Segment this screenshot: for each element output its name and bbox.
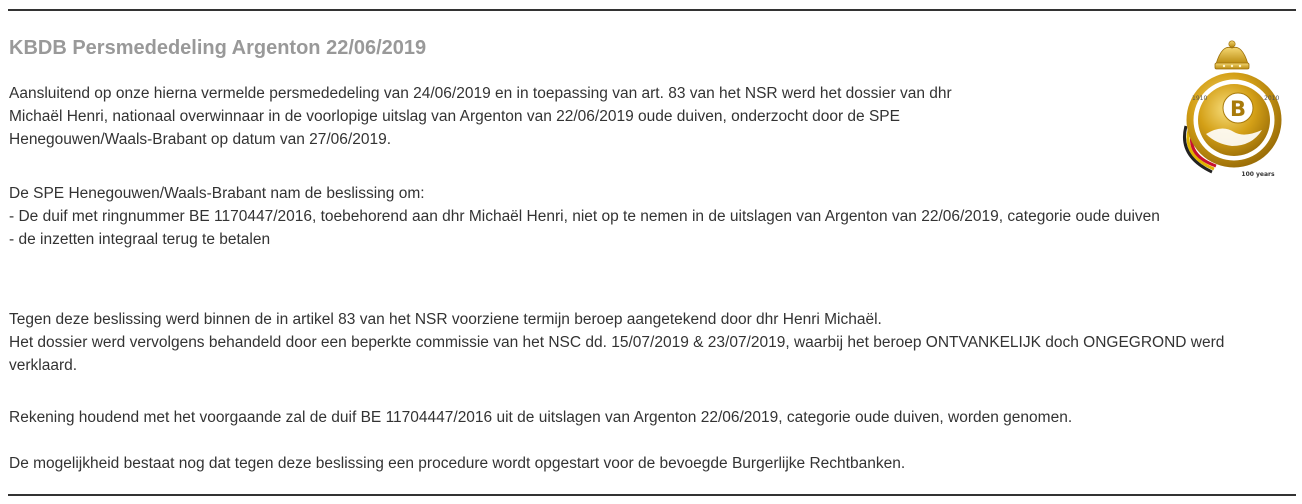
paragraph-conclusion: Rekening houdend met het voorgaande zal de duif BE 11704447/2016 uit de uitslagen van Argenton 22/06/2019, categorie oude duiven, worden genomen. [9, 409, 1073, 426]
decision-intro: De SPE Henegouwen/Waals-Brabant nam de beslissing om: [9, 185, 425, 202]
paragraph-legal-note: De mogelijkheid bestaat nog dat tegen deze beslissing een procedure wordt opgestart voor de bevoegde Burgerlijke Rechtbanken. [9, 455, 906, 472]
logo-year-end: 2010 [1264, 95, 1280, 102]
appeal-line-1: Tegen deze beslissing werd binnen de in artikel 83 van het NSR voorziene termijn beroep aangetekend door dhr Henri Michaël. [9, 311, 882, 328]
paragraph-intro-line-2: Michaël Henri, nationaal overwinnaar in de voorlopige uitslag van Argenton van 22/06/2019 oude duiven, onderzocht door de SPE [9, 108, 900, 125]
decision-item-1: - De duif met ringnummer BE 1170447/2016, toebehorend aan dhr Michaël Henri, niet op te nemen in de uitslagen van Argenton van 22/06/2019, categorie oude duiven [9, 208, 1160, 225]
logo-letter: B [1229, 97, 1247, 121]
top-divider [8, 9, 1296, 11]
paragraph-appeal [9, 308, 1294, 377]
kbdb-100-years-logo-icon [1172, 38, 1290, 180]
decision-item-2: - de inzetten integraal terug te betalen [9, 231, 271, 248]
logo-year-start: 1910 [1192, 95, 1208, 102]
paragraph-intro-line-1: Aansluitend op onze hierna vermelde persmededeling van 24/06/2019 en in toepassing van art. 83 van het NSR werd het dossier van dhr [9, 85, 952, 102]
paragraph-intro [9, 82, 1119, 151]
paragraph-intro-line-3: Henegouwen/Waals-Brabant op datum van 27/06/2019. [9, 131, 392, 148]
article-title: KBDB Persmededeling Argenton 22/06/2019 [9, 37, 427, 59]
paragraph-decision [9, 182, 1294, 251]
appeal-line-2: Het dossier werd vervolgens behandeld door een beperkte commissie van het NSC dd. 15/07/2019 & 23/07/2019, waarbij het beroep ONTVANKELIJK doch ONGEGROND werd verklaard. [9, 334, 1225, 374]
bottom-divider [8, 494, 1296, 496]
logo-caption: 100 years [1241, 171, 1275, 178]
crown-icon [1215, 41, 1249, 69]
